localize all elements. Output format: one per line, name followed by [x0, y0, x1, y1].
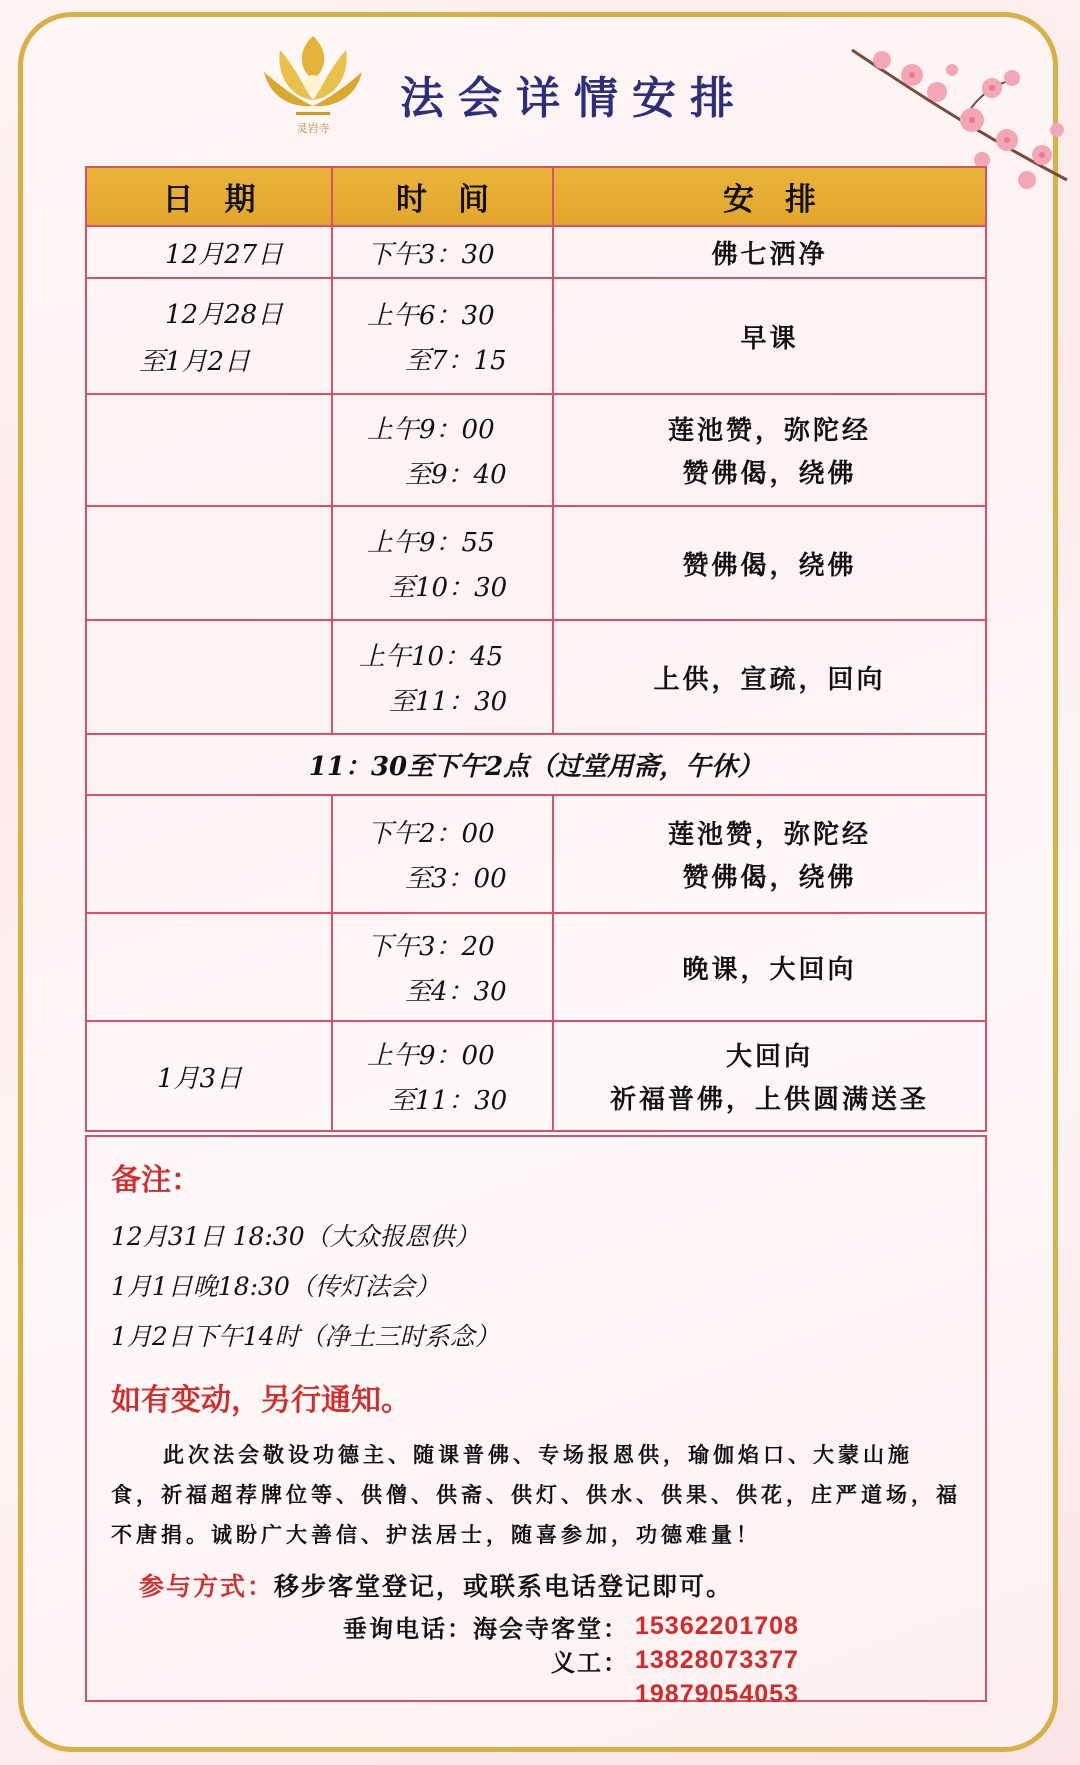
activity-cell: 赞佛偈，绕佛	[682, 550, 857, 581]
time-cell: 上午9：00 至9：40	[333, 395, 554, 505]
phone-row	[111, 1609, 961, 1643]
notes-section	[85, 1135, 987, 1708]
date-cell	[87, 796, 333, 912]
activity-cell: 早课	[740, 323, 799, 354]
time-cell: 上午9：00 至11：30	[333, 1022, 554, 1130]
header-arrangement: 安 排	[723, 182, 816, 218]
participation-line	[139, 1567, 961, 1603]
table-row	[87, 227, 985, 279]
time-cell: 下午2：00 至3：00	[333, 796, 554, 912]
header-time: 时 间	[333, 168, 554, 225]
phone-number[interactable]: 15362201708	[635, 1611, 799, 1640]
activity-cell: 上供，宣疏，回向	[653, 664, 886, 695]
date-cell: 12月28日 至1月2日	[87, 279, 333, 393]
activity-cell: 莲池赞，弥陀经 赞佛偈，绕佛	[667, 820, 871, 893]
description-paragraph: 此次法会敬设功德主、随课普佛、专场报恩供，瑜伽焰口、大蒙山施食，祈福超荐牌位等、供僧、供斋、供灯、供水、供果、供花，庄严道场，福不唐捐。诚盼广大善信、护法居士，随喜参加，功德难量！	[111, 1443, 961, 1547]
page-title: 法会详情安排	[400, 73, 748, 124]
table-row	[87, 507, 985, 621]
table-row	[87, 621, 985, 735]
lotus-logo-icon	[258, 28, 368, 146]
lunch-break-text: 11：30至下午2点（过堂用斋，午休）	[308, 752, 764, 782]
time-cell: 上午10：45 至11：30	[333, 621, 554, 733]
header-date: 日 期	[87, 168, 333, 225]
table-row	[87, 1022, 985, 1130]
table-row-lunch	[87, 735, 985, 796]
date-cell	[87, 395, 333, 505]
time-cell: 下午3：30	[333, 227, 554, 277]
participation-text: 移步客堂登记，或联系电话登记即可。	[274, 1572, 734, 1601]
time-cell: 下午3：20 至4：30	[333, 914, 554, 1020]
date-cell: 1月3日	[87, 1022, 333, 1130]
logo-caption: 灵岩寺	[296, 122, 330, 135]
table-row	[87, 914, 985, 1022]
time-cell: 上午6：30 至7：15	[333, 279, 554, 393]
activity-cell: 晚课，大回向	[682, 954, 857, 985]
phone-row	[111, 1643, 961, 1677]
phone-label: 垂询电话：海会寺客堂：	[343, 1614, 629, 1643]
table-row	[87, 279, 985, 395]
phone-number[interactable]: 13828073377	[635, 1645, 799, 1674]
note-line: 1月1日晚18:30（传灯法会）	[111, 1272, 440, 1301]
date-cell	[87, 507, 333, 619]
phone-row	[111, 1677, 961, 1711]
table-row	[87, 395, 985, 507]
date-cell: 12月27日	[87, 227, 333, 277]
notes-title: 备注：	[111, 1163, 201, 1198]
change-notice: 如有变动，另行通知。	[111, 1383, 411, 1418]
activity-cell: 莲池赞，弥陀经 赞佛偈，绕佛	[667, 416, 871, 489]
activity-cell: 佛七洒净	[711, 239, 828, 270]
date-cell	[87, 914, 333, 1020]
date-cell	[87, 621, 333, 733]
phone-label: 义工：	[551, 1648, 629, 1677]
note-line: 12月31日 18:30（大众报恩供）	[111, 1222, 480, 1251]
note-line: 1月2日下午14时（净土三时系念）	[111, 1322, 500, 1351]
time-cell: 上午9：55 至10：30	[333, 507, 554, 619]
schedule-table	[85, 166, 987, 1132]
participation-label: 参与方式：	[139, 1572, 275, 1601]
activity-cell: 大回向 祈福普佛，上供圆满送圣	[609, 1042, 929, 1115]
table-row	[87, 796, 985, 914]
phone-number[interactable]: 19879054053	[635, 1679, 799, 1708]
table-header	[87, 168, 985, 227]
